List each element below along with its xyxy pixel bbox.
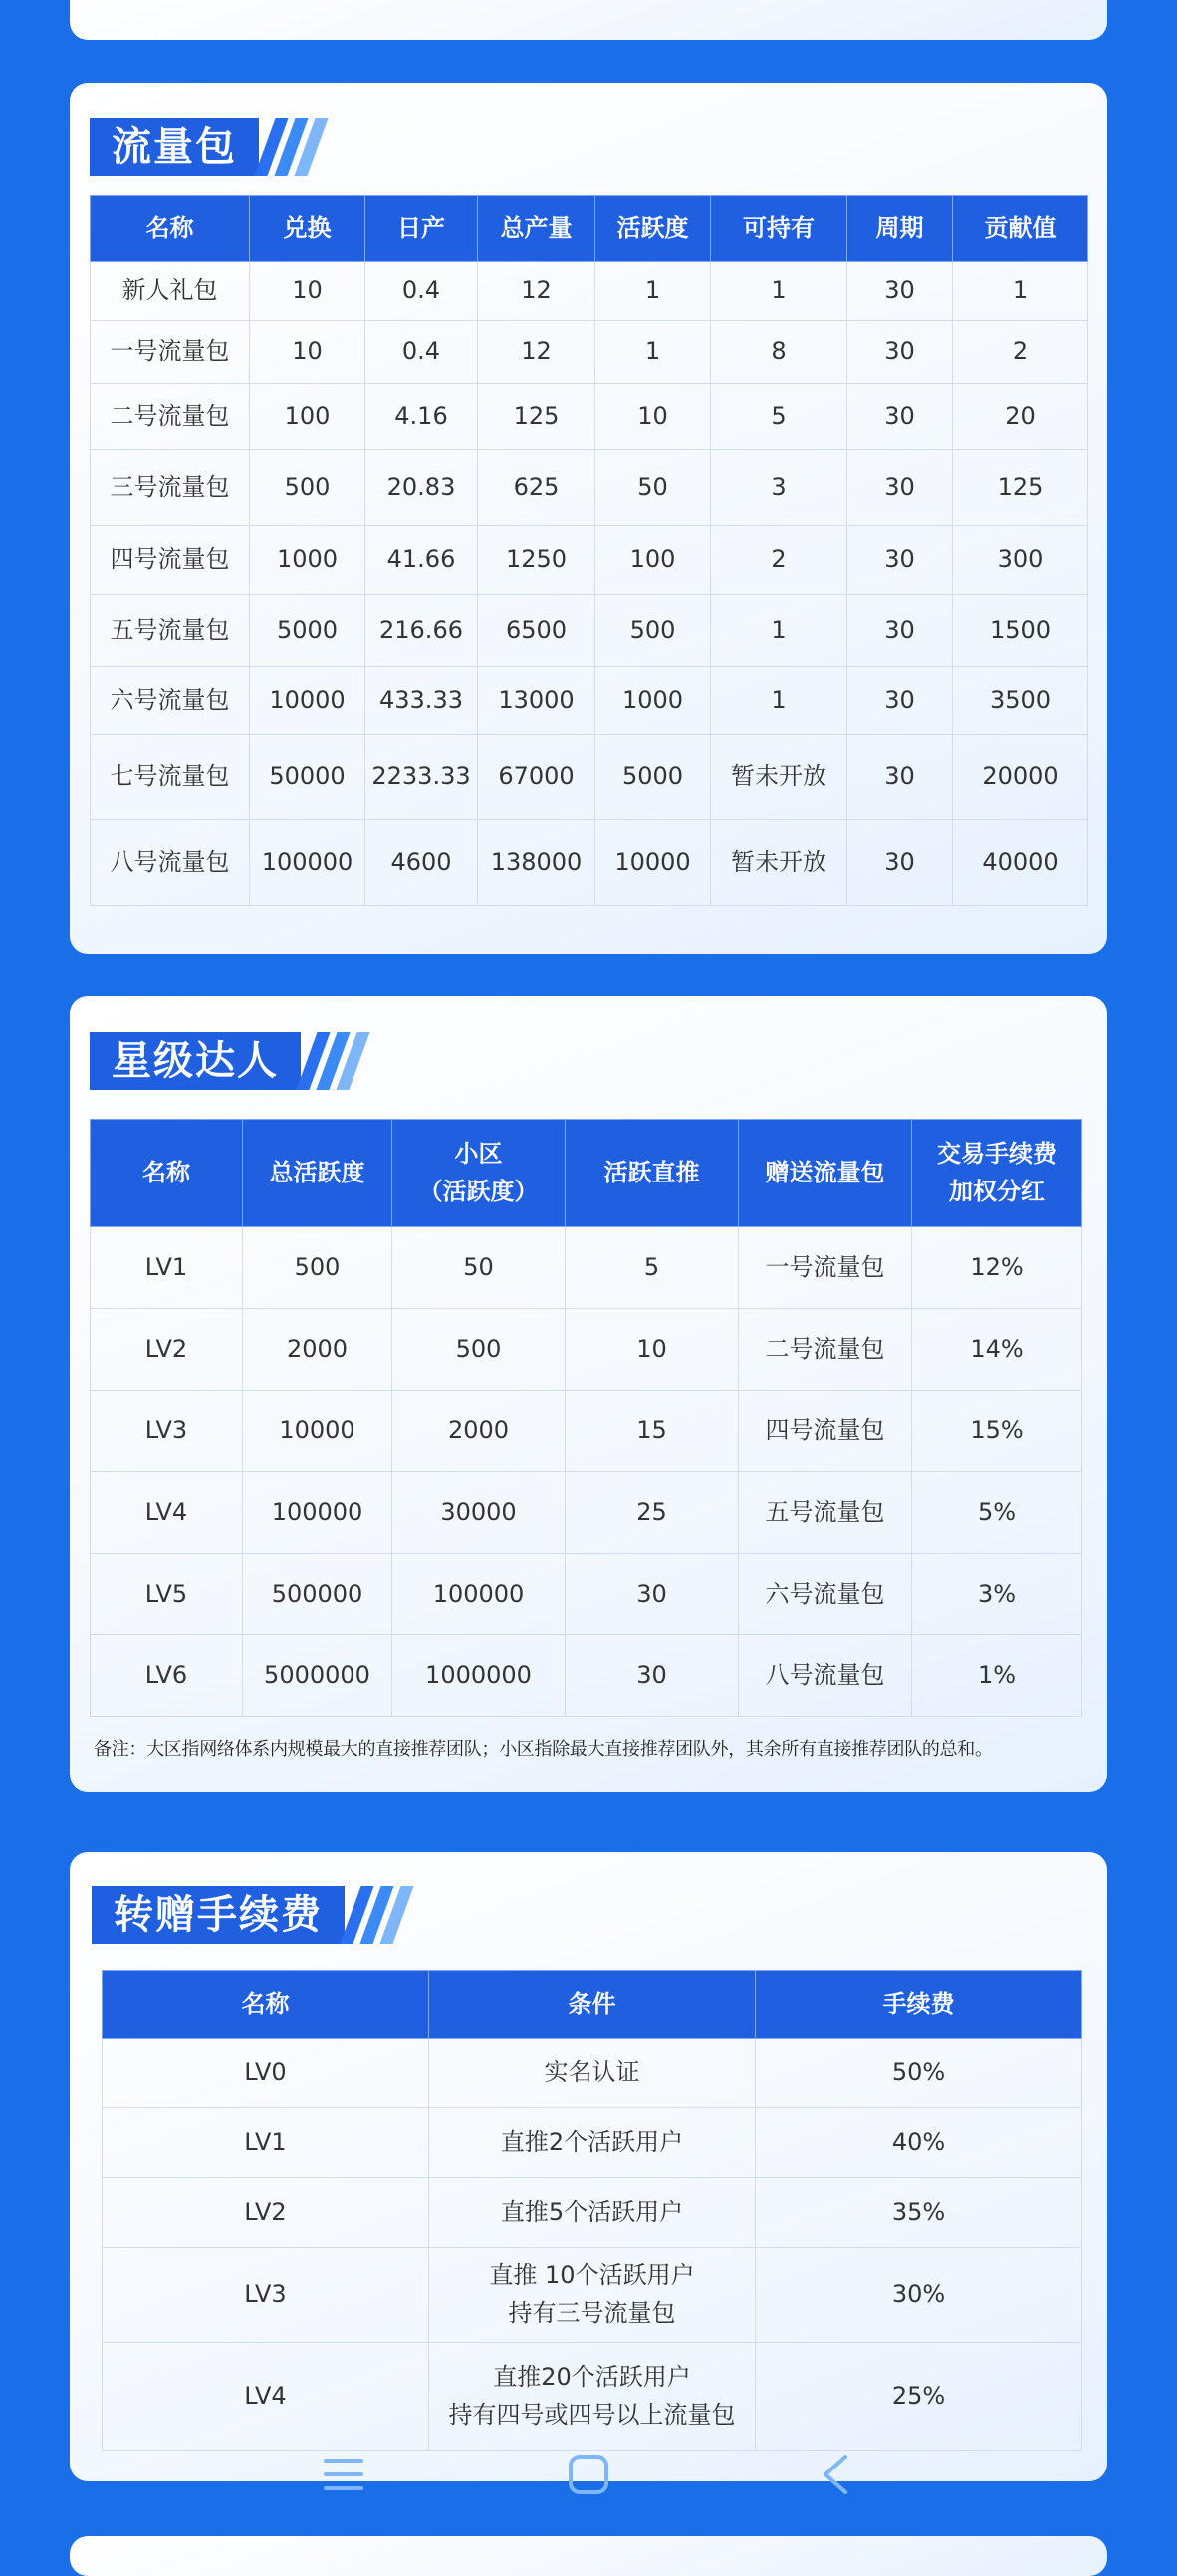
table-cell: 12	[478, 262, 595, 321]
table-cell: 暂未开放	[711, 735, 847, 820]
section-title	[90, 1032, 359, 1090]
column-header: 手续费	[756, 1971, 1082, 2039]
table-cell: LV3	[91, 1391, 243, 1472]
table-cell: LV5	[91, 1554, 243, 1635]
table-row	[91, 1472, 1082, 1554]
column-header-line: 交易手续费	[937, 1140, 1057, 1169]
table-cell: 1000	[595, 667, 711, 735]
transfer-fee-table	[102, 1970, 1082, 2451]
table-cell: 30	[847, 595, 953, 667]
table-cell: 35%	[756, 2178, 1082, 2248]
column-header: 名称	[91, 1120, 243, 1227]
table-cell: LV2	[103, 2178, 429, 2248]
table-row	[91, 262, 1088, 321]
table-cell: 六号流量包	[739, 1554, 912, 1635]
column-header: 名称	[91, 196, 250, 262]
table-cell: 30	[566, 1554, 739, 1635]
star-expert-card	[70, 996, 1107, 1792]
table-cell: 500	[595, 595, 711, 667]
table-cell: 10	[595, 384, 711, 450]
table-row	[91, 526, 1088, 595]
column-header-line: 加权分红	[949, 1177, 1045, 1205]
column-header-line: 小区	[454, 1140, 503, 1169]
table-cell: 0.4	[365, 321, 478, 384]
table-cell: 三号流量包	[91, 450, 250, 526]
column-header: 活跃直推	[566, 1120, 739, 1227]
table-cell: 30	[847, 321, 953, 384]
table-cell: 3%	[912, 1554, 1082, 1635]
table-cell: 5	[711, 384, 847, 450]
back-button[interactable]	[796, 2439, 875, 2510]
column-header: 贡献值	[953, 196, 1088, 262]
table-cell: 暂未开放	[711, 820, 847, 906]
table-cell: 5000	[595, 735, 711, 820]
table-cell: 五号流量包	[739, 1472, 912, 1554]
table-row	[103, 2178, 1082, 2248]
table-cell: 433.33	[365, 667, 478, 735]
condition-cell	[429, 2178, 756, 2248]
table-cell: 八号流量包	[91, 820, 250, 906]
table-row	[91, 1309, 1082, 1391]
table-row	[91, 384, 1088, 450]
table-cell: 10	[566, 1309, 739, 1391]
table-cell: 1250	[478, 526, 595, 595]
column-header	[392, 1120, 566, 1227]
condition-cell	[429, 2343, 756, 2451]
table-cell: 1000	[250, 526, 365, 595]
menu-button[interactable]	[304, 2439, 383, 2510]
table-row	[91, 735, 1088, 820]
section-title-text: 转赠手续费	[92, 1886, 345, 1944]
table-cell: 41.66	[365, 526, 478, 595]
table-cell: 12%	[912, 1227, 1082, 1309]
table-cell: 2000	[392, 1391, 566, 1472]
table-cell: 30	[566, 1635, 739, 1717]
next-card	[70, 2536, 1107, 2576]
condition-cell	[429, 2108, 756, 2178]
table-cell: LV1	[103, 2108, 429, 2178]
table-row	[91, 595, 1088, 667]
table-cell: 25	[566, 1472, 739, 1554]
table-cell: 5000000	[243, 1635, 392, 1717]
table-cell: 100000	[392, 1554, 566, 1635]
column-header: 日产	[365, 196, 478, 262]
table-cell: LV1	[91, 1227, 243, 1309]
table-cell: 25%	[756, 2343, 1082, 2451]
column-header-line: （活跃度）	[418, 1177, 539, 1205]
section-title-text: 流量包	[90, 118, 259, 176]
condition-line: 直推5个活跃用户	[500, 2197, 684, 2226]
table-cell: 30	[847, 667, 953, 735]
condition-cell	[429, 2039, 756, 2108]
table-cell: 四号流量包	[91, 526, 250, 595]
table-row	[91, 450, 1088, 526]
table-cell: 4600	[365, 820, 478, 906]
table-row	[91, 667, 1088, 735]
table-cell: LV4	[103, 2343, 429, 2451]
column-header: 总产量	[478, 196, 595, 262]
table-cell: 6500	[478, 595, 595, 667]
table-cell: 138000	[478, 820, 595, 906]
table-cell: 1	[595, 262, 711, 321]
table-row	[103, 2039, 1082, 2108]
table-cell: 300	[953, 526, 1088, 595]
table-cell: 30	[847, 384, 953, 450]
table-cell: 100000	[250, 820, 365, 906]
table-row	[91, 1227, 1082, 1309]
table-cell: 四号流量包	[739, 1391, 912, 1472]
table-cell: LV4	[91, 1472, 243, 1554]
transfer-fee-card	[70, 1852, 1107, 2481]
section-title-text: 星级达人	[90, 1032, 301, 1090]
table-cell: 500	[250, 450, 365, 526]
table-cell: LV6	[91, 1635, 243, 1717]
condition-line: 持有三号流量包	[508, 2298, 676, 2327]
column-header	[912, 1120, 1082, 1227]
traffic-package-table	[90, 195, 1088, 906]
table-cell: 3500	[953, 667, 1088, 735]
table-cell: 12	[478, 321, 595, 384]
table-cell: 五号流量包	[91, 595, 250, 667]
table-header-row	[103, 1971, 1082, 2039]
table-cell: 5%	[912, 1472, 1082, 1554]
table-cell: 20.83	[365, 450, 478, 526]
condition-line: 实名认证	[544, 2057, 640, 2086]
table-row	[103, 2248, 1082, 2343]
condition-line: 直推20个活跃用户	[493, 2363, 691, 2392]
table-header-row	[91, 196, 1088, 262]
table-row	[91, 321, 1088, 384]
home-button[interactable]	[549, 2439, 628, 2510]
table-cell: 100	[250, 384, 365, 450]
table-cell: 10000	[595, 820, 711, 906]
table-cell: 15	[566, 1391, 739, 1472]
table-cell: 2	[953, 321, 1088, 384]
table-cell: 1	[711, 262, 847, 321]
table-cell: 新人礼包	[91, 262, 250, 321]
home-icon	[567, 2453, 610, 2496]
table-cell: 500	[243, 1227, 392, 1309]
table-cell: 40000	[953, 820, 1088, 906]
table-cell: 5	[566, 1227, 739, 1309]
table-row	[91, 820, 1088, 906]
table-cell: 8	[711, 321, 847, 384]
table-cell: LV2	[91, 1309, 243, 1391]
table-cell: 40%	[756, 2108, 1082, 2178]
table-cell: 30	[847, 450, 953, 526]
table-row	[103, 2108, 1082, 2178]
table-cell: 10	[250, 321, 365, 384]
table-cell: 30	[847, 526, 953, 595]
table-cell: 20	[953, 384, 1088, 450]
table-cell: 1	[711, 595, 847, 667]
column-header: 兑换	[250, 196, 365, 262]
table-cell: 13000	[478, 667, 595, 735]
previous-card	[70, 0, 1107, 40]
table-cell: 20000	[953, 735, 1088, 820]
table-cell: 500000	[243, 1554, 392, 1635]
table-cell: 216.66	[365, 595, 478, 667]
table-cell: 5000	[250, 595, 365, 667]
back-icon	[816, 2453, 855, 2496]
column-header: 条件	[429, 1971, 756, 2039]
column-header: 总活跃度	[243, 1120, 392, 1227]
table-cell: 50	[392, 1227, 566, 1309]
column-header: 活跃度	[595, 196, 711, 262]
table-cell: 一号流量包	[739, 1227, 912, 1309]
table-cell: 10000	[243, 1391, 392, 1472]
table-cell: 2233.33	[365, 735, 478, 820]
condition-cell	[429, 2248, 756, 2343]
table-cell: 1	[711, 667, 847, 735]
table-cell: 67000	[478, 735, 595, 820]
table-row	[91, 1391, 1082, 1472]
table-cell: 10	[250, 262, 365, 321]
table-row	[103, 2343, 1082, 2451]
table-cell: 10000	[250, 667, 365, 735]
table-cell: 六号流量包	[91, 667, 250, 735]
table-cell: 1%	[912, 1635, 1082, 1717]
table-cell: 七号流量包	[91, 735, 250, 820]
table-cell: 125	[953, 450, 1088, 526]
table-cell: 15%	[912, 1391, 1082, 1472]
table-cell: 30%	[756, 2248, 1082, 2343]
table-row	[91, 1635, 1082, 1717]
column-header: 赠送流量包	[739, 1120, 912, 1227]
traffic-package-card	[70, 83, 1107, 954]
column-header: 名称	[103, 1971, 429, 2039]
condition-line: 持有四号或四号以上流量包	[448, 2400, 736, 2429]
table-cell: 50%	[756, 2039, 1082, 2108]
table-cell: 14%	[912, 1309, 1082, 1391]
table-cell: 2000	[243, 1309, 392, 1391]
table-cell: LV0	[103, 2039, 429, 2108]
table-cell: 1500	[953, 595, 1088, 667]
table-cell: 100000	[243, 1472, 392, 1554]
table-cell: 0.4	[365, 262, 478, 321]
table-cell: 30	[847, 820, 953, 906]
table-cell: 1	[953, 262, 1088, 321]
table-header-row	[91, 1120, 1082, 1227]
table-cell: 500	[392, 1309, 566, 1391]
star-expert-table	[90, 1119, 1082, 1717]
table-cell: 一号流量包	[91, 321, 250, 384]
menu-icon	[322, 2455, 365, 2494]
table-cell: 八号流量包	[739, 1635, 912, 1717]
footnote: 备注：大区指网络体系内规模最大的直接推荐团队；小区指除最大直接推荐团队外，其余所有直接推荐团队的总和。	[94, 1739, 993, 1760]
table-cell: 50	[595, 450, 711, 526]
column-header: 周期	[847, 196, 953, 262]
table-cell: 4.16	[365, 384, 478, 450]
table-cell: 3	[711, 450, 847, 526]
table-cell: 625	[478, 450, 595, 526]
table-cell: 二号流量包	[91, 384, 250, 450]
table-cell: 30000	[392, 1472, 566, 1554]
section-title	[92, 1886, 403, 1944]
table-cell: LV3	[103, 2248, 429, 2343]
table-row	[91, 1554, 1082, 1635]
table-cell: 2	[711, 526, 847, 595]
column-header: 可持有	[711, 196, 847, 262]
table-cell: 1000000	[392, 1635, 566, 1717]
table-cell: 1	[595, 321, 711, 384]
table-cell: 100	[595, 526, 711, 595]
table-cell: 二号流量包	[739, 1309, 912, 1391]
condition-line: 直推2个活跃用户	[500, 2127, 684, 2156]
table-cell: 30	[847, 262, 953, 321]
section-title	[90, 118, 318, 176]
condition-line: 直推 10个活跃用户	[489, 2261, 695, 2290]
table-cell: 125	[478, 384, 595, 450]
table-cell: 50000	[250, 735, 365, 820]
table-cell: 30	[847, 735, 953, 820]
